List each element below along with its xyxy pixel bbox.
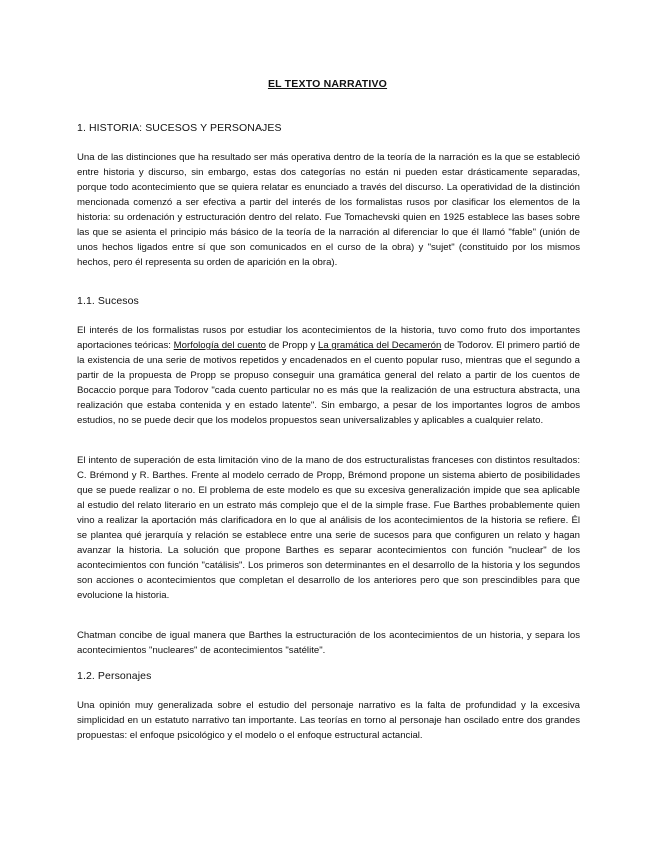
document-title: EL TEXTO NARRATIVO — [267, 78, 388, 90]
paragraph-estructuralistas: El intento de superación de esta limitación vino de la mano de dos estructuralistas franceses con distintos resultados: C. Brémond y R. Barthes. Frente al modelo cerrado de Propp, Brémond propone un sistema abierto de posibilidades que se puede realizar o no. El problema de este modelo es que su excesiva generalización impide que sea aplicable al estudio del relato literario en un estrato más complejo que el de la simple frase. Fue Barthes probablemente quien vino a realizar la aportación más clarificadora en lo que al análisis de los acontecimientos de la historia se refiere. Él se plantea qué jerarquía y relación se establece entre una serie de sucesos para que configuren un relato y hagan avanzar la historia. La solución que propone Barthes es separar acontecimientos con función "nuclear" de los acontecimientos con función "catálisis". Los primeros son determinantes en el desarrollo de la historia y los segundos son acciones o acontecimientos que completan el desarrollo de los anteriores pero que son prescindibles para que evolucione la historia. — [77, 455, 580, 601]
paragraph-personaje: Una opinión muy generalizada sobre el estudio del personaje narrativo es la falta de profundidad y la excesiva simplicidad en un estatuto narrativo tan importante. Las teorías en torno al personaje han oscilado entre dos grandes propuestas: el enfoque psicológico y el modelo o el enfoque estructural actancial. — [77, 700, 580, 741]
paragraph-historia-discurso: Una de las distinciones que ha resultado ser más operativa dentro de la teoría de la narración es la que se estableció entre historia y discurso, sin embargo, estas dos categorías no están ni pueden estar drásticamente separadas, porque todo acontecimiento que se quiera relatar es enunciado a través del discurso. La operatividad de la distinción mencionada comenzó a ser efectiva a partir del interés de los formalistas rusos por clasificar los elementos de la historia: su ordenación y estructuración dentro del relato. Fue Tomachevski quien en 1925 establece las bases sobre las que se asienta el principio más básico de la teoría de la narración al diferenciar lo que él llamó "fable" (unión de unos hechos ligados entre sí que son comunicados en el curso de la obra) y "sujet" (constituido por los mismos hechos, pero él representa su orden de aparición en la obra). — [77, 152, 580, 268]
section-heading-sucesos: 1.1. Sucesos — [77, 295, 139, 307]
section-heading-historia: 1. HISTORIA: SUCESOS Y PERSONAJES — [77, 122, 282, 134]
paragraph-text: El interés de los formalistas rusos por estudiar los acontecimientos de la historia, tuvo como fruto dos importantes aportaciones teóricas: — [77, 325, 580, 351]
paragraph-formalistas — [77, 323, 580, 428]
section-heading-personajes: 1.2. Personajes — [77, 670, 152, 682]
paragraph-text: de Todorov. El primero partió de la existencia de una serie de motivos repetidos y encadenados en el cuento popular ruso, mientras que el segundo a partir de la propuesta de Propp se propuso conseguir una gramática general del relato a partir de los cuentos de Bocaccio porque para Todorov "cada cuento particular no es más que la realización de una estructura abstracta, una realización que estaba contenida y en estado latente". Sin embargo, a pesar de los importantes logros de ambos estudios, no se puede decir que los modelos propuestos sean universalizables y aplicables a cualquier relato. — [77, 340, 580, 426]
paragraph-chatman: Chatman concibe de igual manera que Barthes la estructuración de los acontecimientos de un historia, y separa los acontecimientos "nucleares" de acontecimientos "satélite". — [77, 630, 580, 656]
book-title-morfologia: Morfología del cuento — [173, 340, 267, 351]
paragraph-text: de Propp y — [266, 340, 318, 351]
book-title-gramatica: La gramática del Decamerón — [318, 340, 442, 351]
